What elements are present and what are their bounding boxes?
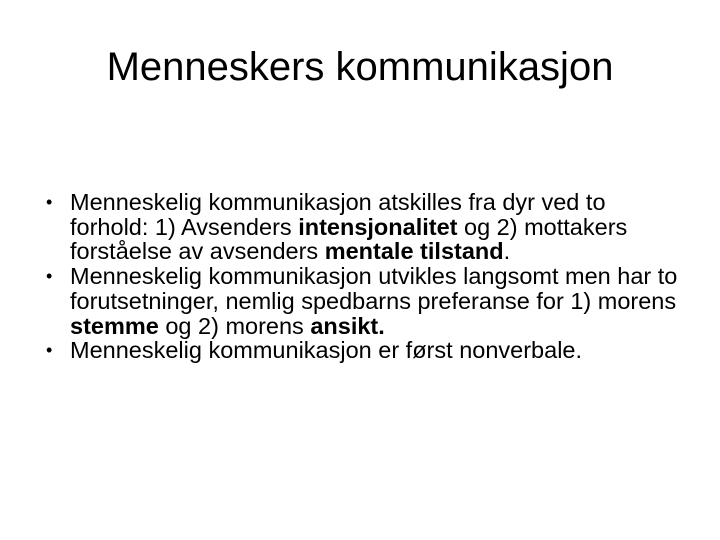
bullet-emphasis: mentale tilstand <box>324 238 504 265</box>
slide-title: Menneskers kommunikasjon <box>106 45 614 89</box>
bullet-item <box>46 264 686 338</box>
bullet-text: og 2) mottakers forståelse av avsenders <box>70 213 628 265</box>
bullet-text: . <box>503 238 511 265</box>
bullet-item <box>46 338 686 363</box>
bullet-text: og 2) morens <box>158 312 311 339</box>
bullet-icon: • <box>46 192 53 212</box>
bullet-emphasis: ansikt. <box>310 312 385 339</box>
bullet-text: Menneskelig kommunikasjon atskilles fra dyr ved to forhold: 1) Avsenders <box>70 189 606 240</box>
bullet-list <box>46 190 686 363</box>
bullet-text: Menneskelig kommunikasjon er først nonverbale. <box>70 337 583 364</box>
bullet-text: Menneskelig kommunikasjon utvikles langsomt men har to forutsetninger, nemlig spedbarns preferanse for 1) morens <box>70 263 678 314</box>
bullet-item <box>46 190 686 264</box>
bullet-icon: • <box>46 266 53 287</box>
bullet-icon: • <box>46 340 53 361</box>
bullet-emphasis: stemme <box>70 312 159 339</box>
bullet-emphasis: intensjonalitet <box>298 213 458 240</box>
